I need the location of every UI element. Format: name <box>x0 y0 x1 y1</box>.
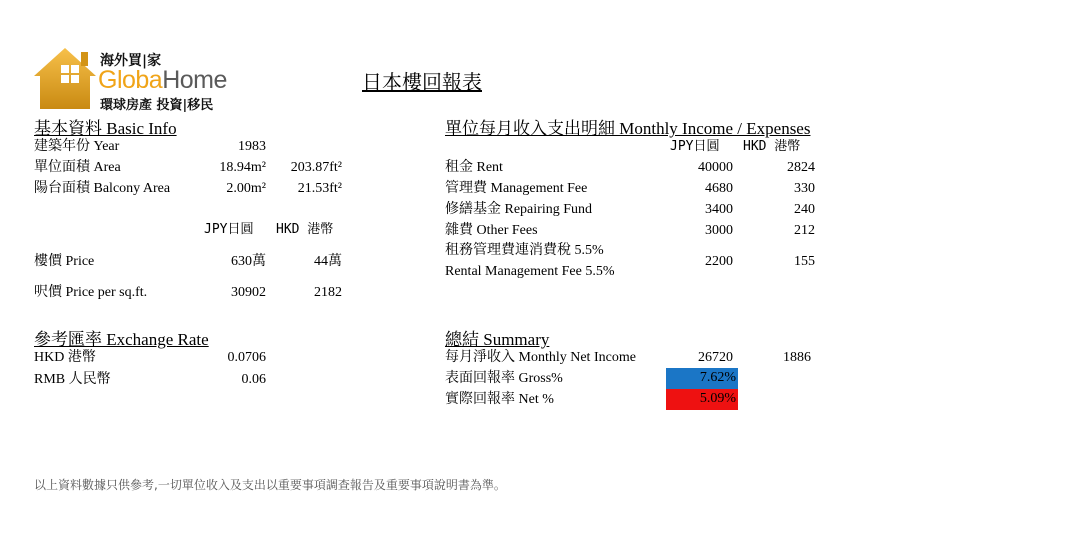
net-income-label: 每月淨收入 Monthly Net Income <box>445 350 636 365</box>
price-label: 樓價 Price <box>34 254 95 269</box>
row-jpy: 40000 <box>698 160 733 175</box>
gross-yield-label: 表面回報率 Gross% <box>445 371 563 386</box>
logo <box>32 44 242 112</box>
row-label: 管理費 Management Fee <box>445 181 588 196</box>
monthly-heading: 單位每月收入支出明細 Monthly Income / Expenses <box>445 119 811 138</box>
row-jpy: 3000 <box>705 223 733 238</box>
area-ft2: 203.87ft² <box>290 160 342 175</box>
exchange-hkd-value: 0.0706 <box>227 350 266 365</box>
table-row <box>445 179 825 200</box>
year-label: 建築年份 Year <box>34 139 120 154</box>
price-hkd: 44萬 <box>314 254 342 269</box>
monthly-rows <box>445 158 825 242</box>
area-label: 單位面積 Area <box>34 160 121 175</box>
net-income-jpy: 26720 <box>698 350 733 365</box>
year-value: 1983 <box>238 139 266 154</box>
area-m2: 18.94m² <box>219 160 266 175</box>
monthly-col-jpy: JPY日圓 <box>670 139 720 154</box>
net-yield-value: 5.09% <box>666 389 738 410</box>
exchange-heading: 參考匯率 Exchange Rate <box>34 330 209 349</box>
basic-info-heading: 基本資料 Basic Info <box>34 119 177 138</box>
row-label: 修繕基金 Repairing Fund <box>445 202 592 217</box>
row-hkd: 240 <box>794 202 815 217</box>
rental-label-cn: 租務管理費連消費稅 5.5% <box>445 243 604 258</box>
table-row <box>445 221 825 242</box>
balcony-ft2: 21.53ft² <box>297 181 342 196</box>
row-hkd: 212 <box>794 223 815 238</box>
net-income-hkd: 1886 <box>783 350 811 365</box>
monthly-col-hkd: HKD 港幣 <box>743 139 801 154</box>
table-row <box>445 200 825 221</box>
balcony-label: 陽台面積 Balcony Area <box>34 181 171 196</box>
logo-cn-top: 海外買|家 <box>100 53 162 69</box>
logo-wordmark <box>98 66 227 95</box>
row-label: 租金 Rent <box>445 160 503 175</box>
gross-yield-value: 7.62% <box>666 368 738 389</box>
psf-hkd: 2182 <box>314 285 342 300</box>
psf-label: 呎價 Price per sq.ft. <box>34 285 148 300</box>
price-jpy: 630萬 <box>231 254 266 269</box>
row-hkd: 2824 <box>787 160 815 175</box>
logo-cn-bottom: 環球房產 投資|移民 <box>100 98 214 113</box>
exchange-hkd-label: HKD 港幣 <box>34 350 96 365</box>
logo-global: Globa <box>98 66 163 94</box>
disclaimer: 以上資料數據只供參考,一切單位收入及支出以重要事項調查報告及重要事項說明書為準。 <box>34 478 506 492</box>
net-yield-label: 實際回報率 Net % <box>445 392 554 407</box>
exchange-rmb-value: 0.06 <box>241 372 266 387</box>
balcony-m2: 2.00m² <box>226 181 266 196</box>
summary-heading: 總結 Summary <box>445 330 550 349</box>
rental-jpy: 2200 <box>705 254 733 269</box>
rental-hkd: 155 <box>794 254 815 269</box>
row-hkd: 330 <box>794 181 815 196</box>
psf-jpy: 30902 <box>231 285 266 300</box>
row-label: 雜費 Other Fees <box>445 223 538 238</box>
row-jpy: 3400 <box>705 202 733 217</box>
table-row <box>445 158 825 179</box>
logo-home: Home <box>162 66 227 94</box>
exchange-rmb-label: RMB 人民幣 <box>34 372 111 387</box>
basic-col-hkd: HKD 港幣 <box>276 222 334 237</box>
page-title: 日本樓回報表 <box>362 72 482 94</box>
row-jpy: 4680 <box>705 181 733 196</box>
house-logo-icon <box>32 46 98 112</box>
rental-label-en: Rental Management Fee 5.5% <box>445 264 615 279</box>
basic-col-jpy: JPY日圓 <box>204 222 254 237</box>
